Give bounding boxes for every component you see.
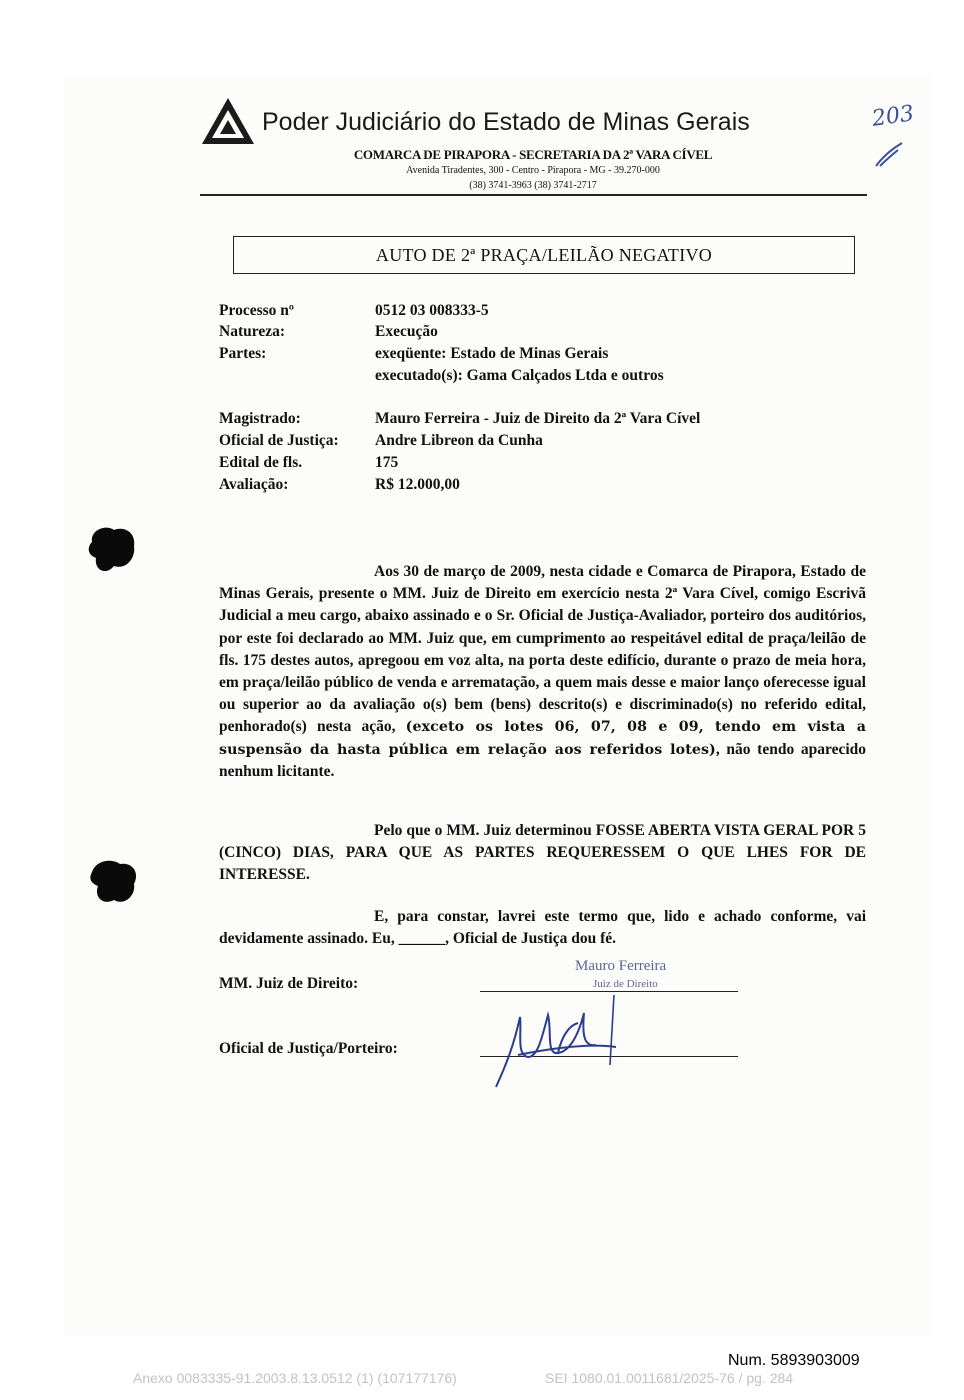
judge-stamp-role: Juiz de Direito <box>593 978 658 990</box>
punch-hole-mark <box>84 522 140 578</box>
processo-value: 0512 03 008333-5 <box>375 302 489 319</box>
executado-value: executado(s): Gama Calçados Ltda e outros <box>375 367 664 384</box>
avaliacao-value: R$ 12.000,00 <box>375 476 460 493</box>
edital-label: Edital de fls. <box>219 454 303 471</box>
handwritten-check-mark <box>872 140 908 170</box>
exequente-value: exeqüente: Estado de Minas Gerais <box>375 345 609 362</box>
comarca-line: COMARCA DE PIRAPORA - SECRETARIA DA 2ª VARA CÍVEL <box>353 147 713 162</box>
footer-sei-reference: SEI 1080.01.0011681/2025-76 / pg. 284 <box>545 1370 794 1386</box>
paragraph-main-start: Aos 30 de março de 2009, nesta cidade e Comarca de Pirapora, Estado de Minas Gerais, presente o MM. Juiz de Direito em exercício nesta 2ª Vara Cível, comigo Escrivã Judicial a meu cargo, abaixo assinado e o Sr. Oficial de Justiça-Avaliador, porteiro dos auditórios, por este foi declarado ao MM. Juiz que, em cumprimento ao respeitável edital de praça/leilão de fls. 175 destes autos, apregoou em voz alta, na porta deste edifício, durante o prazo de meia hora, em praça/leilão público de venda e arrematação, a quem mais desse e maior lanço oferecesse igual ou superior ao da avaliação o(s) bem (bens) descrito(s) e discriminado(s) no referido edital, penhorado(s) nesta ação, <box>219 563 866 736</box>
triangle-logo-icon <box>200 96 256 146</box>
officer-signature-label: Oficial de Justiça/Porteiro: <box>219 1040 398 1057</box>
judge-stamp-name: Mauro Ferreira <box>575 958 667 974</box>
magistrado-value: Mauro Ferreira - Juiz de Direito da 2ª Vara Cível <box>375 410 701 427</box>
handwritten-signature <box>488 995 618 1095</box>
processo-label: Processo nº <box>219 302 295 319</box>
court-address: Avenida Tiradentes, 300 - Centro - Pirapora - MG - 39.270-000 <box>406 165 660 176</box>
magistrado-label: Magistrado: <box>219 410 301 427</box>
natureza-value: Execução <box>375 323 438 340</box>
paragraph-main-end: , não tendo aparecido nenhum licitante. <box>219 740 867 780</box>
natureza-label: Natureza: <box>219 323 285 340</box>
paragraph-closing <box>219 906 866 950</box>
document-title: AUTO DE 2ª PRAÇA/LEILÃO NEGATIVO <box>375 244 713 265</box>
paragraph-main <box>219 561 866 783</box>
paragraph-main-emphasis: (exceto os lotes 06, 07, 08 e 09, tendo em vista a suspensão da hasta pública em relação aos referidos lotes) <box>219 719 867 758</box>
paragraph-determination <box>219 820 866 887</box>
oficial-label: Oficial de Justiça: <box>219 432 339 449</box>
punch-hole-mark <box>86 856 142 908</box>
handwritten-page-number: 203 <box>870 101 916 132</box>
judge-signature-line <box>480 991 738 992</box>
court-phones: (38) 3741-3963 (38) 3741-2717 <box>469 180 597 191</box>
oficial-value: Andre Libreon da Cunha <box>375 432 543 449</box>
header-divider <box>200 194 867 196</box>
judge-signature-label: MM. Juiz de Direito: <box>219 975 359 992</box>
footer-annex-reference: Anexo 0083335-91.2003.8.13.0512 (1) (107177176) <box>133 1370 457 1386</box>
paragraph-determination-text: Pelo que o MM. Juiz determinou FOSSE ABERTA VISTA GERAL POR 5 (CINCO) DIAS, PARA QUE AS PARTES REQUERESSEM O QUE LHES FOR DE INTERESSE. <box>219 822 866 884</box>
avaliacao-label: Avaliação: <box>219 476 289 493</box>
court-title: Poder Judiciário do Estado de Minas Gerais <box>262 108 750 136</box>
document-title-box <box>233 236 855 274</box>
partes-label: Partes: <box>219 345 267 362</box>
footer-document-number: Num. 5893903009 <box>728 1352 860 1369</box>
paragraph-closing-text: E, para constar, lavrei este termo que, lido e achado conforme, vai devidamente assinado. Eu, ______, Oficial de Justiça dou fé. <box>219 908 866 948</box>
edital-value: 175 <box>375 454 399 471</box>
